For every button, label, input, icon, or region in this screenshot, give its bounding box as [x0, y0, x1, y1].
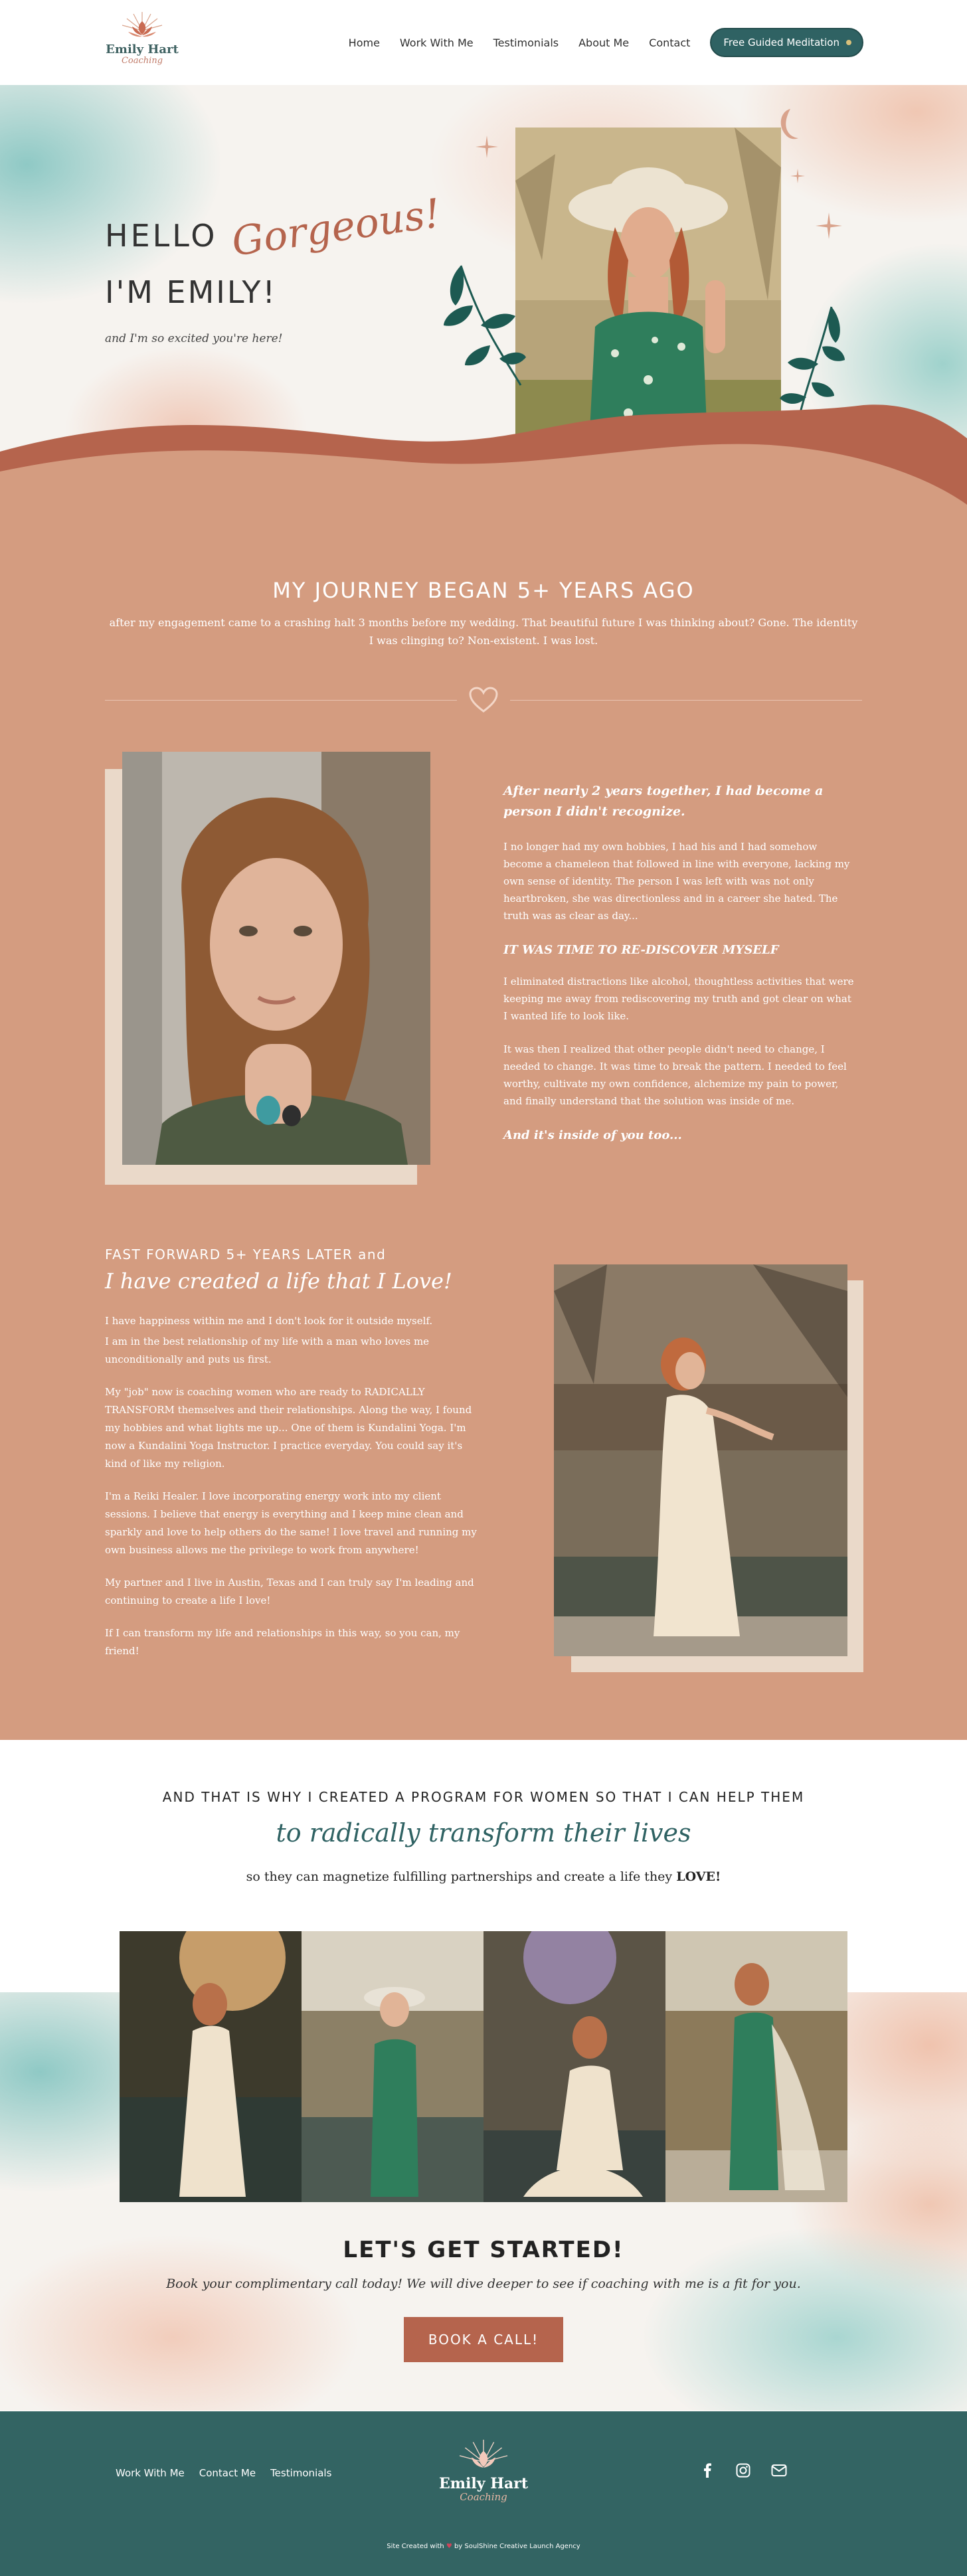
program-subtitle-bold: LOVE! — [676, 1869, 721, 1884]
book-call-button[interactable]: BOOK A CALL! — [404, 2317, 563, 2362]
credit-agency[interactable]: by SoulShine Creative Launch Agency — [452, 2543, 580, 2550]
divider-line-right — [510, 700, 862, 701]
gallery-photo — [484, 1931, 665, 2202]
ff-paragraph: My "job" now is coaching women who are ready to RADICALLY TRANSFORM themselves and their relationships. Along the way, I found my hobbies and what lights me up... One of them is Kundalini Yoga. I'm now a Kundalini Yoga Instructor. I practice everyday. You could say it's kind of like my religion. — [105, 1386, 472, 1470]
dancing-image — [554, 1264, 847, 1656]
portrait-image — [122, 752, 430, 1165]
hero-hello: HELLO — [105, 218, 218, 254]
heart-icon: ♥ — [446, 2543, 452, 2550]
star-icon — [790, 169, 805, 183]
portrait-closeup-photo — [122, 752, 430, 1165]
footer-link-testimonials[interactable]: Testimonials — [270, 2467, 332, 2479]
wave-divider — [0, 398, 967, 545]
gallery-image — [665, 1931, 847, 2202]
story-paragraph: I no longer had my own hobbies, I had his and I had somehow become a chameleon that followed in line with everyone, lacking my own sense of identity. The person I was left with was not only heartbroken, she was directionless and in a career she hated. The truth was as clear as day... — [503, 841, 850, 922]
story-paragraph: I eliminated distractions like alcohol, thoughtless activities that were keeping me away from rediscovering my truth and got clear on what I wanted life to look like. — [503, 976, 854, 1022]
footer-logo-tagline: Coaching — [460, 2491, 507, 2503]
journey-intro: after my engagement came to a crashing halt 3 months before my wedding. That beautiful future I was thinking about? Gone. The identity I was clinging to? Non-existent. I was lost. — [109, 616, 858, 647]
journey-story — [503, 781, 858, 1142]
story-paragraph: It was then I realized that other people didn't need to change, I needed to change. It was time to break the pattern. I needed to feel worthy, cultivate my own confidence, alchemize my pain to power, and finally understand that the solution was inside of me. — [503, 1043, 847, 1107]
free-meditation-label: Free Guided Meditation — [723, 37, 839, 48]
get-started-title: LET'S GET STARTED! — [343, 2237, 624, 2263]
footer-credit — [0, 2543, 967, 2550]
gallery-photo — [302, 1931, 484, 2202]
site-logo[interactable] — [104, 11, 181, 74]
fast-forward-title: FAST FORWARD 5+ YEARS LATER and — [105, 1246, 387, 1262]
site-header — [0, 0, 967, 85]
email-icon[interactable] — [770, 2462, 788, 2479]
ff-paragraph: My partner and I live in Austin, Texas and I can truly say I'm leading and continuing to create a life I love! — [105, 1577, 474, 1606]
social-links — [699, 2462, 806, 2479]
dot-icon — [846, 40, 851, 45]
facebook-icon[interactable] — [699, 2462, 716, 2479]
program-subtitle — [0, 1869, 967, 1884]
program-script: to radically transform their lives — [276, 1818, 691, 1847]
hero-subtitle: and I'm so excited you're here! — [105, 332, 283, 345]
instagram-icon[interactable] — [735, 2462, 752, 2479]
fast-forward-text — [105, 1312, 477, 1675]
main-nav — [329, 28, 863, 57]
gallery-photo — [665, 1931, 847, 2202]
program-subtitle-text: so they can magnetize fulfilling partnerships and create a life they — [246, 1869, 677, 1884]
nav-contact[interactable]: Contact — [649, 36, 691, 49]
heart-icon — [469, 687, 498, 713]
ff-paragraph: I'm a Reiki Healer. I love incorporating energy work into my client sessions. I believe that energy is everything and I keep mine clean and sparkly and love to help others do the same! I love travel and running my own business allows me the privilege to work from anywhere! — [105, 1490, 477, 1556]
gallery-image — [120, 1931, 302, 2202]
program-title: AND THAT IS WHY I CREATED A PROGRAM FOR WOMEN SO THAT I CAN HELP THEM — [162, 1789, 805, 1805]
story-closing: And it's inside of you too... — [503, 1128, 682, 1142]
fast-forward-script: I have created a life that I Love! — [105, 1268, 452, 1294]
photo-gallery — [120, 1931, 847, 2202]
footer-logo-name: Emily Hart — [439, 2475, 528, 2492]
hero-name: I'M EMILY! — [105, 274, 277, 310]
nav-home[interactable]: Home — [348, 36, 380, 49]
logo-tagline: Coaching — [121, 56, 163, 66]
gallery-image — [484, 1931, 665, 2202]
lotus-sun-logo-icon — [456, 2438, 511, 2475]
ff-paragraph: If I can transform my life and relationships in this way, so you can, my friend! — [105, 1627, 460, 1657]
nav-work-with-me[interactable]: Work With Me — [399, 36, 474, 49]
star-icon — [476, 135, 498, 158]
gallery-photo — [120, 1931, 302, 2202]
ff-line: I am in the best relationship of my life with a man who loves me unconditionally and puts us first. — [105, 1335, 430, 1365]
footer-link-contact-me[interactable]: Contact Me — [199, 2467, 256, 2479]
logo-name: Emily Hart — [106, 43, 179, 56]
get-started-subtitle: Book your complimentary call today! We will dive deeper to see if coaching with me is a fit for you. — [166, 2276, 801, 2291]
ff-line: I have happiness within me and I don't look for it outside myself. — [105, 1315, 433, 1327]
footer-logo[interactable] — [434, 2438, 533, 2503]
story-lead: After nearly 2 years together, I had become a person I didn't recognize. — [503, 784, 824, 819]
dancing-photo — [554, 1264, 847, 1656]
divider-line-left — [105, 700, 457, 701]
star-icon — [816, 213, 842, 239]
hero-gorgeous-script: Gorgeous! — [228, 190, 444, 266]
free-meditation-button[interactable] — [710, 28, 863, 57]
footer-links — [116, 2467, 346, 2479]
nav-testimonials[interactable]: Testimonials — [493, 36, 559, 49]
footer-link-work-with-me[interactable]: Work With Me — [116, 2467, 185, 2479]
leaf-branch-icon — [441, 259, 527, 389]
gallery-image — [302, 1931, 484, 2202]
credit-text: Site Created with — [387, 2543, 446, 2550]
site-footer — [0, 2411, 967, 2576]
journey-title: MY JOURNEY BEGAN 5+ YEARS AGO — [272, 578, 695, 603]
nav-about-me[interactable]: About Me — [578, 36, 630, 49]
story-heading: IT WAS TIME TO RE-DISCOVER MYSELF — [503, 943, 779, 957]
lotus-sun-logo-icon — [119, 11, 165, 41]
